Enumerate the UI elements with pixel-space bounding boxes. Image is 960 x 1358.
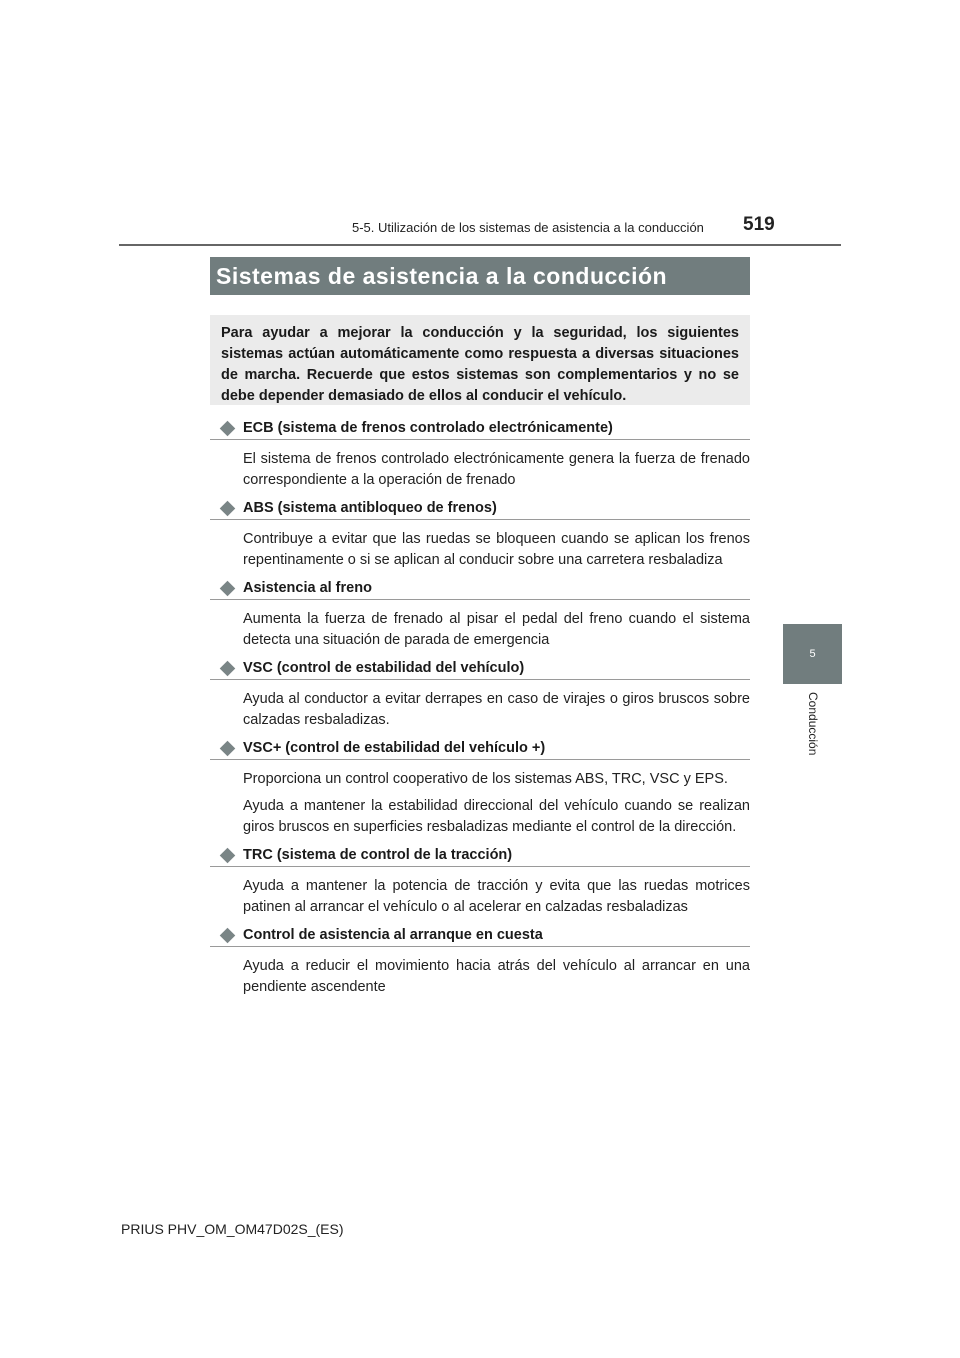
- section-heading: [210, 420, 750, 440]
- section-heading-text: Asistencia al freno: [243, 580, 372, 596]
- diamond-bullet-icon: [220, 660, 236, 676]
- section-heading: [210, 847, 750, 867]
- page-number: 519: [743, 214, 775, 235]
- header-divider: [119, 244, 841, 246]
- chapter-label: Conducción: [806, 692, 820, 756]
- diamond-bullet-icon: [220, 927, 236, 943]
- section-heading: [210, 580, 750, 600]
- section-paragraph: Proporciona un control cooperativo de los sistemas ABS, TRC, VSC y EPS.: [243, 771, 728, 787]
- section-heading-text: VSC (control de estabilidad del vehículo): [243, 660, 525, 676]
- section: [210, 580, 750, 651]
- diamond-bullet-icon: [220, 740, 236, 756]
- footer-code: PRIUS PHV_OM_OM47D02S_(ES): [121, 1221, 344, 1237]
- section: [210, 927, 750, 998]
- diamond-bullet-icon: [220, 847, 236, 863]
- section-paragraph: Contribuye a evitar que las ruedas se bloqueen cuando se aplican los frenos repentinamente o si se aplican al conducir sobre una carretera resbaladiza: [243, 531, 750, 568]
- section-heading-text: Control de asistencia al arranque en cuesta: [243, 927, 543, 943]
- diamond-bullet-icon: [220, 580, 236, 596]
- section: [210, 420, 750, 491]
- page-title: Sistemas de asistencia a la conducción: [210, 257, 750, 295]
- section: [210, 847, 750, 918]
- section-heading-text: TRC (sistema de control de la tracción): [243, 847, 513, 863]
- diamond-bullet-icon: [220, 420, 236, 436]
- chapter-tab: [783, 624, 842, 684]
- section-body: [210, 600, 750, 651]
- section-heading: [210, 500, 750, 520]
- content: [210, 420, 750, 1007]
- section: [210, 740, 750, 838]
- section-body: [210, 520, 750, 571]
- section-paragraph: Ayuda al conductor a evitar derrapes en caso de virajes o giros bruscos sobre calzadas resbaladizas.: [243, 691, 750, 728]
- section-body: [210, 680, 750, 731]
- section-heading-text: VSC+ (control de estabilidad del vehículo +): [243, 740, 546, 756]
- section-heading: [210, 927, 750, 947]
- section-heading: [210, 660, 750, 680]
- section-paragraph: Ayuda a reducir el movimiento hacia atrás del vehículo al arrancar en una pendiente ascendente: [243, 958, 750, 995]
- section-body: [210, 867, 750, 918]
- chapter-number: 5: [809, 648, 816, 660]
- section: [210, 500, 750, 571]
- section-paragraph: Ayuda a mantener la estabilidad direccional del vehículo cuando se realizan giros bruscos en superficies resbaladizas mediante el control de la dirección.: [243, 798, 750, 835]
- section-heading-text: ECB (sistema de frenos controlado electrónicamente): [243, 420, 613, 436]
- intro-box: Para ayudar a mejorar la conducción y la seguridad, los siguientes sistemas actúan automáticamente como respuesta a diversas situaciones de marcha. Recuerde que estos sistemas son complementarios y no se debe depender demasiado de ellos al conducir el vehículo.: [210, 315, 750, 405]
- section-heading-text: ABS (sistema antibloqueo de frenos): [243, 500, 497, 516]
- section-body: [210, 947, 750, 998]
- section-heading: [210, 740, 750, 760]
- section-body: [210, 440, 750, 491]
- section-body: [210, 760, 750, 838]
- header-section-title: 5-5. Utilización de los sistemas de asistencia a la conducción: [352, 220, 704, 235]
- diamond-bullet-icon: [220, 500, 236, 516]
- section-paragraph: Ayuda a mantener la potencia de tracción y evita que las ruedas motrices patinen al arrancar el vehículo o al acelerar en calzadas resbaladizas: [243, 878, 750, 915]
- section: [210, 660, 750, 731]
- section-paragraph: Aumenta la fuerza de frenado al pisar el pedal del freno cuando el sistema detecta una situación de parada de emergencia: [243, 611, 750, 648]
- section-paragraph: El sistema de frenos controlado electrónicamente genera la fuerza de frenado correspondiente a la operación de frenado: [243, 451, 750, 488]
